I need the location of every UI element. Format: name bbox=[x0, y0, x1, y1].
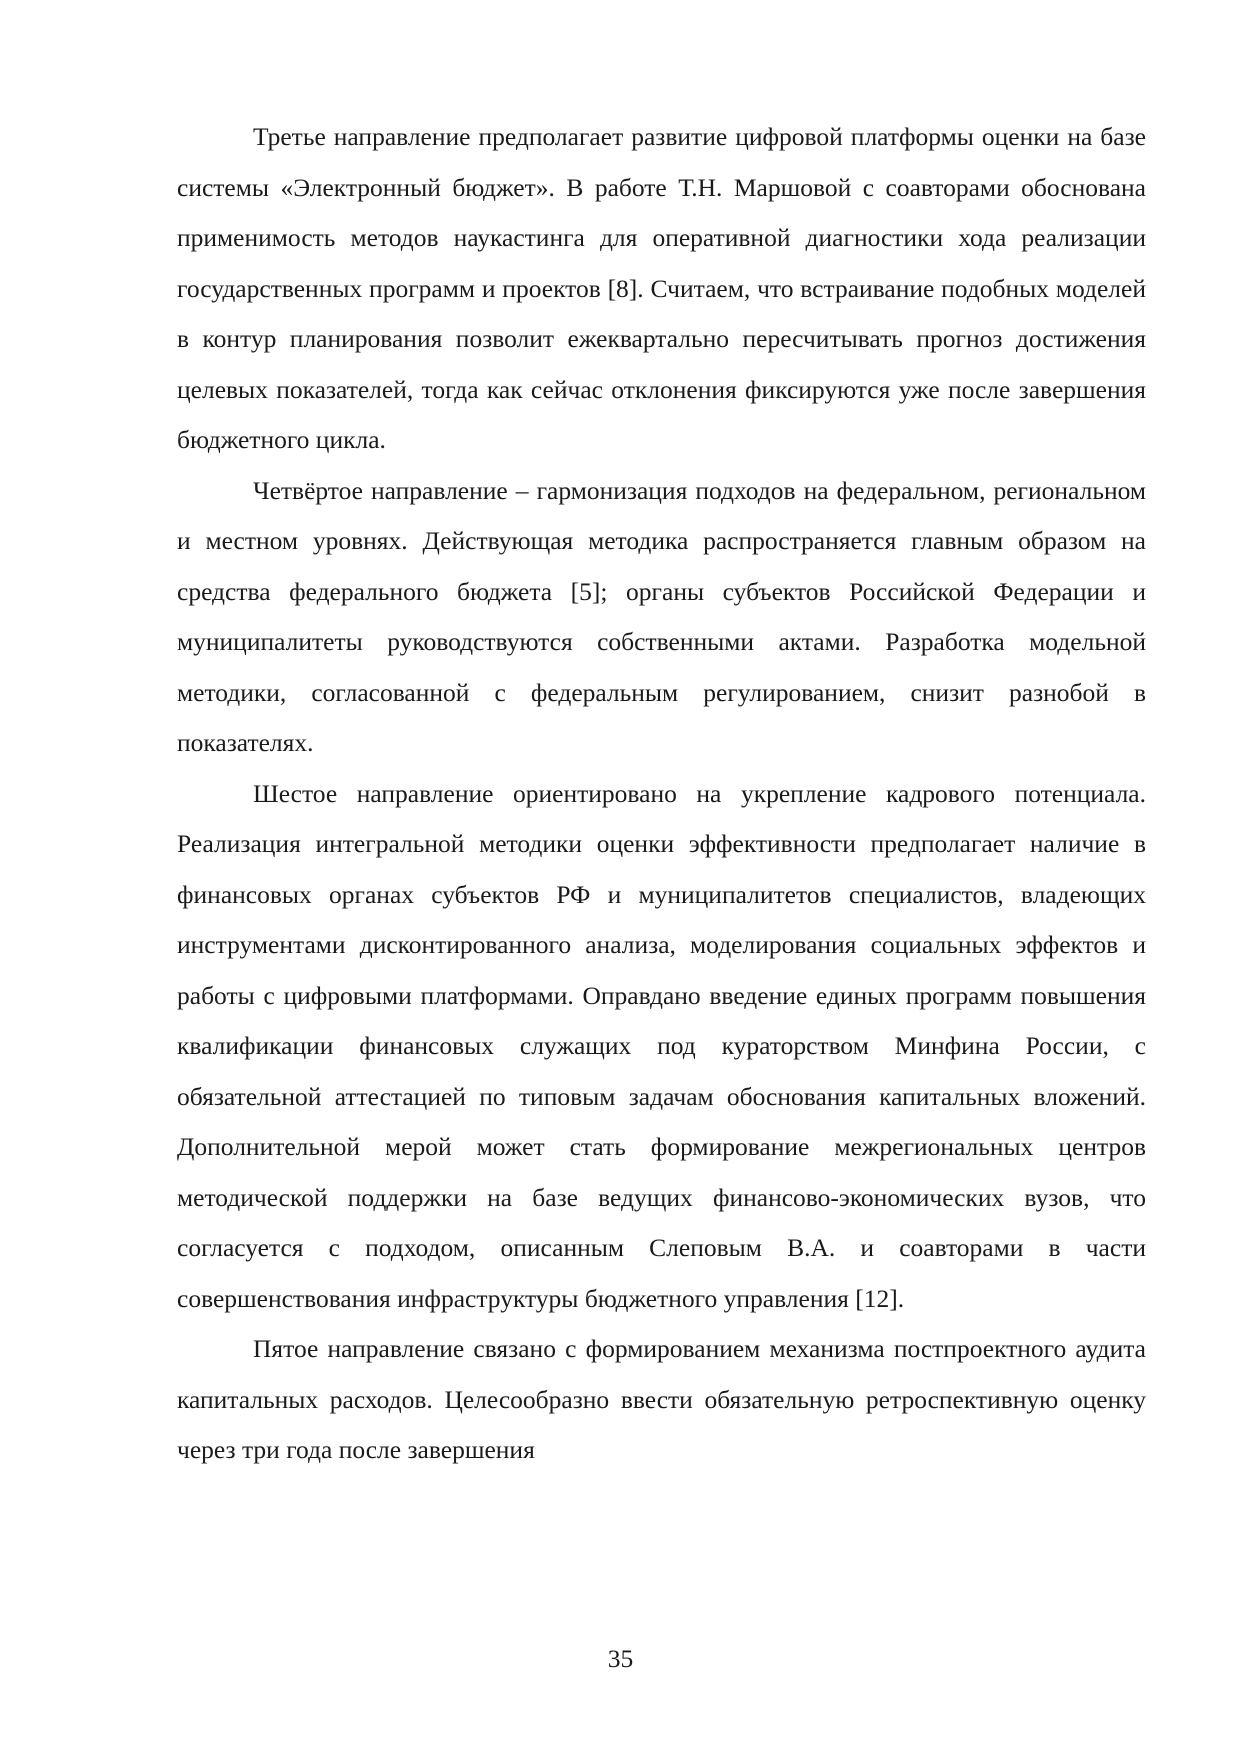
paragraph-third-direction: Третье направление предполагает развитие цифровой платформы оценки на базе системы «Электронный бюджет». В работе Т.Н. Маршовой с соавторами обоснована применимость методов наукастинга для оперативной диагностики хода реализации государственных программ и проектов [8]. Считаем, что встраивание подобных моделей в контур планирования позволит ежеквартально пересчитывать прогноз достижения целевых показателей, тогда как сейчас отклонения фиксируются уже после завершения бюджетного цикла. bbox=[177, 122, 1146, 454]
body-text bbox=[177, 112, 1146, 1476]
paragraph-fourth-direction: Четвёртое направление – гармонизация подходов на федеральном, региональном и местном уровнях. Действующая методика распространяется главным образом на средства федерального бюджета [5]; органы субъектов Российской Федерации и муниципалитеты руководствуются собственными актами. Разработка модельной методики, согласованной с федеральным регулированием, снизит разнобой в показателях. bbox=[177, 475, 1146, 757]
page-number: 35 bbox=[607, 1644, 634, 1673]
paragraph-sixth-direction: Шестое направление ориентировано на укрепление кадрового потенциала. Реализация интегральной методики оценки эффективности предполагает наличие в финансовых органах субъектов РФ и муниципалитетов специалистов, владеющих инструментами дисконтированного анализа, моделирования социальных эффектов и работы с цифровыми платформами. Оправдано введение единых программ повышения квалификации финансовых служащих под кураторством Минфина России, с обязательной аттестацией по типовым задачам обоснования капитальных вложений. Дополнительной мерой может стать формирование межрегиональных центров методической поддержки на базе ведущих финансово-экономических вузов, что согласуется с подходом, описанным Слеповым В.А. и соавторами в части совершенствования инфраструктуры бюджетного управления [12]. bbox=[177, 778, 1146, 1313]
paragraph-fifth-direction: Пятое направление связано с формированием механизма постпроектного аудита капитальных расходов. Целесообразно ввести обязательную ретроспективную оценку через три года после завершения bbox=[177, 1334, 1146, 1464]
